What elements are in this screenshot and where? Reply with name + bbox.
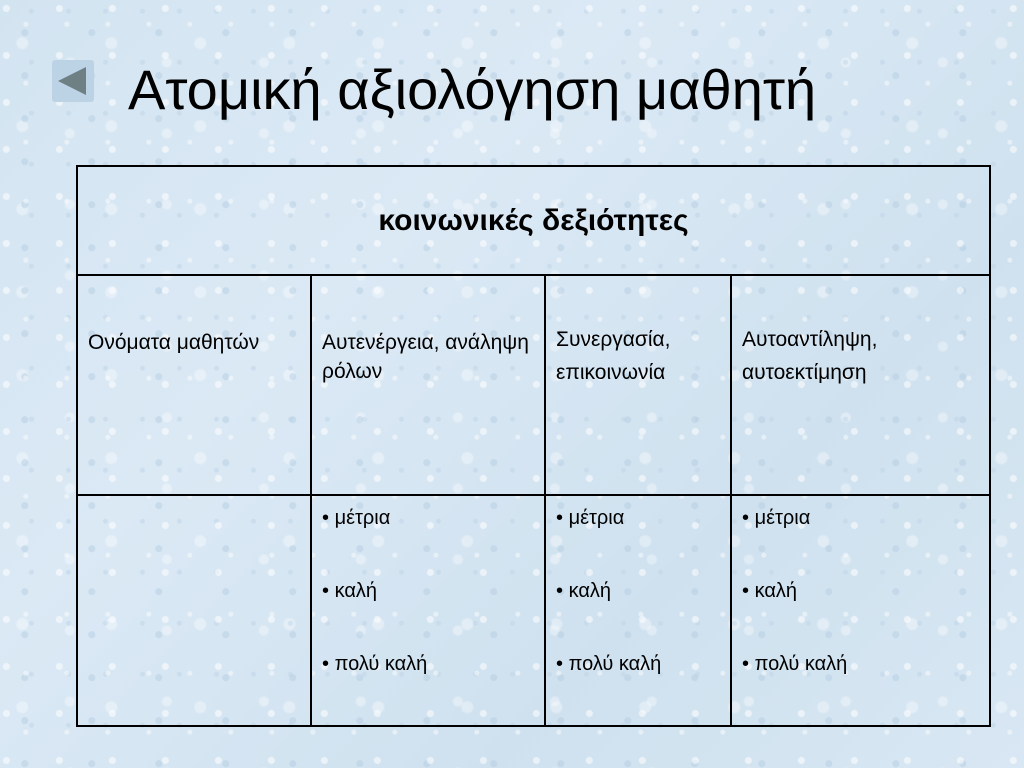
back-button[interactable] [52, 60, 94, 102]
column-header-cooperation: Συνεργασία, επικοινωνία [545, 275, 731, 495]
page-title: Ατομική αξιολόγηση μαθητή [128, 58, 817, 121]
student-name-cell [77, 495, 311, 726]
rating-cell-self-perception [731, 495, 990, 726]
column-headers-row [77, 275, 990, 495]
triangle-left-icon [58, 67, 86, 95]
rating-list [556, 506, 722, 725]
rating-item: • καλή [742, 579, 981, 652]
rating-cell-initiative [311, 495, 545, 726]
rating-cell-cooperation [545, 495, 731, 726]
rating-item: • πολύ καλή [556, 652, 722, 725]
rating-item: • πολύ καλή [322, 652, 536, 725]
rating-list [322, 506, 536, 725]
table-header-cell: κοινωνικές δεξιότητες [77, 166, 990, 275]
rating-item: • μέτρια [556, 506, 722, 579]
column-header-initiative: Αυτενέργεια, ανάληψη ρόλων [311, 275, 545, 495]
rating-item: • μέτρια [742, 506, 981, 579]
rating-item: • πολύ καλή [742, 652, 981, 725]
table-header-row [77, 166, 990, 275]
rating-item: • καλή [322, 579, 536, 652]
rating-list [742, 506, 981, 725]
table-row [77, 495, 990, 726]
skills-table [76, 165, 991, 727]
rating-item: • καλή [556, 579, 722, 652]
column-header-self-perception: Αυτοαντίληψη, αυτοεκτίμηση [731, 275, 990, 495]
rating-item: • μέτρια [322, 506, 536, 579]
column-header-student-names: Ονόματα μαθητών [77, 275, 311, 495]
